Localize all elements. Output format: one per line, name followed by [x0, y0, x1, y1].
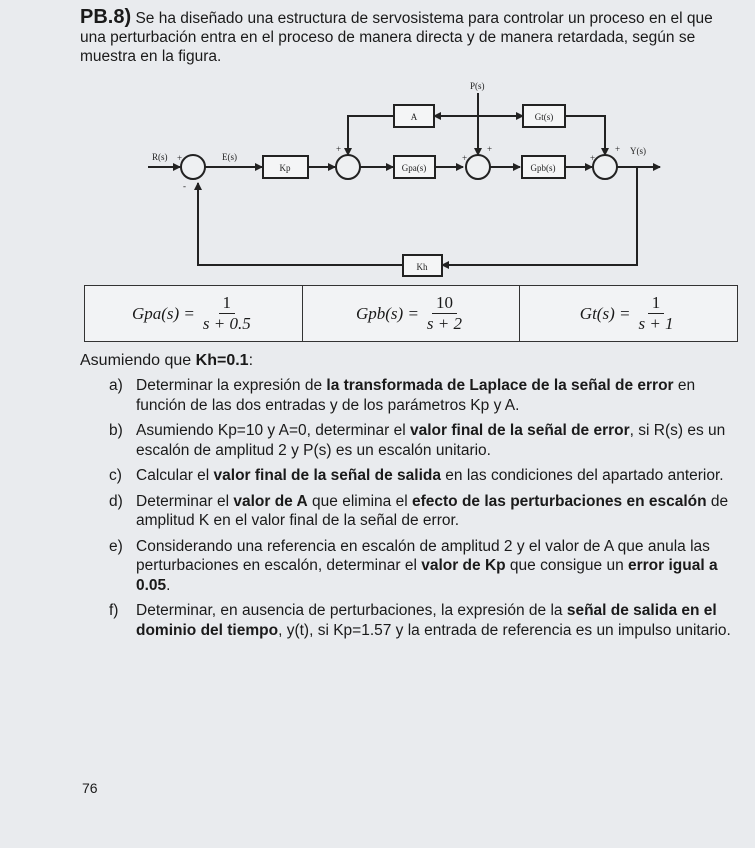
- question-part: [109, 537, 739, 596]
- block-kp-label: Kp: [279, 163, 291, 173]
- question-part-plain-text: Determinar, en ausencia de perturbaciones, la expresión de la: [136, 602, 567, 619]
- question-part-label: f): [109, 602, 119, 619]
- sign-sum4-plus: +: [615, 144, 621, 154]
- sign-sum2-plus: +: [336, 144, 342, 154]
- assumption-suffix: :: [248, 352, 254, 369]
- question-part-text: [136, 421, 739, 460]
- question-part-text: [136, 537, 739, 596]
- problem-number: PB.8): [80, 6, 132, 28]
- formula-gpa-numerator: 1: [219, 293, 236, 314]
- question-part-plain-text: Determinar el: [136, 492, 234, 510]
- formula-gt-numerator: 1: [648, 293, 665, 314]
- formula-gt-fraction: [634, 293, 677, 334]
- question-part-plain-text: que elimina el: [307, 492, 412, 510]
- question-part-plain-text: en las condiciones del apartado anterior.: [440, 467, 724, 484]
- question-part-bold-text: error igual a 0.05: [136, 557, 718, 594]
- block-gpb-label: Gpb(s): [530, 163, 556, 173]
- assumption-line: [80, 352, 253, 370]
- question-part-bold-text: efecto de las perturbaciones en escalón: [411, 492, 707, 510]
- question-part: [109, 466, 739, 486]
- formula-gpb-fraction: [423, 293, 466, 334]
- question-part-plain-text: Calcular el: [136, 467, 214, 484]
- block-diagram: [0, 75, 755, 280]
- formula-gpa-fraction: [199, 293, 255, 334]
- block-gt-label: Gt(s): [534, 112, 554, 122]
- question-part-plain-text: , si R(s) es un escalón de amplitud 2 y P(s) es un escalón unitario.: [136, 422, 726, 459]
- question-part-bold-text: valor final de la señal de salida: [213, 467, 441, 484]
- signal-y-label: Y(s): [630, 146, 646, 156]
- question-part-plain-text: en función de las dos entradas y de los parámetros Kp y A.: [136, 377, 696, 414]
- signal-r-label: R(s): [152, 152, 168, 162]
- question-part-bold-text: valor de Kp: [421, 557, 506, 574]
- summing-junction-p: [466, 155, 490, 179]
- assumption-value: Kh=0.1: [195, 352, 249, 369]
- question-part-label: b): [109, 422, 123, 439]
- question-part: [109, 601, 739, 640]
- question-part-plain-text: de amplitud K en el valor final de la señal de error.: [136, 492, 729, 529]
- question-part: [109, 492, 739, 531]
- formula-gpa-denominator: s + 0.5: [202, 314, 251, 333]
- block-a-label: A: [410, 112, 418, 122]
- question-part-plain-text: Determinar la expresión de: [136, 377, 327, 394]
- signal-e-label: E(s): [222, 152, 237, 162]
- formula-gpa-lhs: Gpa(s) =: [131, 303, 195, 323]
- signal-p-label: P(s): [470, 81, 485, 91]
- question-part-text: [136, 492, 739, 531]
- formula-gpb: [303, 286, 521, 341]
- question-part-plain-text: Considerando una referencia en escalón de amplitud 2 y el valor de A que anula las perturbaciones en escalón, determinar el: [136, 537, 710, 574]
- question-part: [109, 376, 739, 415]
- formula-gpb-lhs: Gpb(s) =: [355, 303, 419, 323]
- problem-statement: [80, 8, 730, 66]
- question-part-plain-text: Asumiendo Kp=10 y A=0, determinar el: [136, 422, 410, 439]
- question-part-text: [136, 376, 739, 415]
- sign-sum1-plus: +: [177, 153, 183, 163]
- formula-gt: [520, 286, 737, 341]
- question-part-bold-text: señal de salida en el dominio del tiempo: [136, 602, 717, 639]
- question-part-label: d): [109, 492, 123, 510]
- formula-gt-lhs: Gt(s) =: [579, 303, 631, 323]
- question-part-bold-text: valor de A: [233, 492, 308, 510]
- question-part-plain-text: .: [166, 576, 171, 594]
- question-part-label: e): [109, 537, 123, 555]
- question-part-label: a): [109, 377, 123, 394]
- question-part-bold-text: valor final de la señal de error: [410, 422, 630, 439]
- block-gpa-label: Gpa(s): [401, 163, 427, 173]
- sign-sum3-plus: +: [487, 144, 493, 154]
- question-part-plain-text: , y(t), si Kp=1.57 y la entrada de referencia es un impulso unitario.: [278, 621, 731, 639]
- summing-junction-a: [336, 155, 360, 179]
- formula-gpb-numerator: 10: [432, 293, 457, 314]
- formula-gt-denominator: s + 1: [638, 314, 674, 333]
- formula-gpb-denominator: s + 2: [426, 314, 463, 333]
- page-number: 76: [82, 780, 98, 796]
- question-part: [109, 421, 739, 460]
- question-parts-list: [109, 376, 739, 646]
- question-part-plain-text: que consigue un: [505, 557, 628, 574]
- question-part-text: [136, 601, 739, 640]
- sign-sum4-plus-left: +: [590, 153, 596, 163]
- block-kh-label: Kh: [416, 262, 428, 272]
- transfer-function-table: [84, 285, 738, 342]
- question-part-text: [136, 466, 739, 486]
- sign-sum1-minus: -: [183, 181, 186, 191]
- question-part-bold-text: la transformada de Laplace de la señal de error: [326, 377, 674, 394]
- summing-junction-error: [181, 155, 205, 179]
- summing-junction-output: [593, 155, 617, 179]
- formula-gpa: [85, 286, 303, 341]
- sign-sum3-plus-left: +: [462, 153, 468, 163]
- problem-intro-text: Se ha diseñado una estructura de servosistema para controlar un proceso en el que una perturbación entra en el proceso de manera directa y de manera retardada, según se muestra en la figura.: [80, 10, 713, 65]
- assumption-prefix: Asumiendo que: [80, 352, 196, 369]
- question-part-label: c): [109, 467, 122, 484]
